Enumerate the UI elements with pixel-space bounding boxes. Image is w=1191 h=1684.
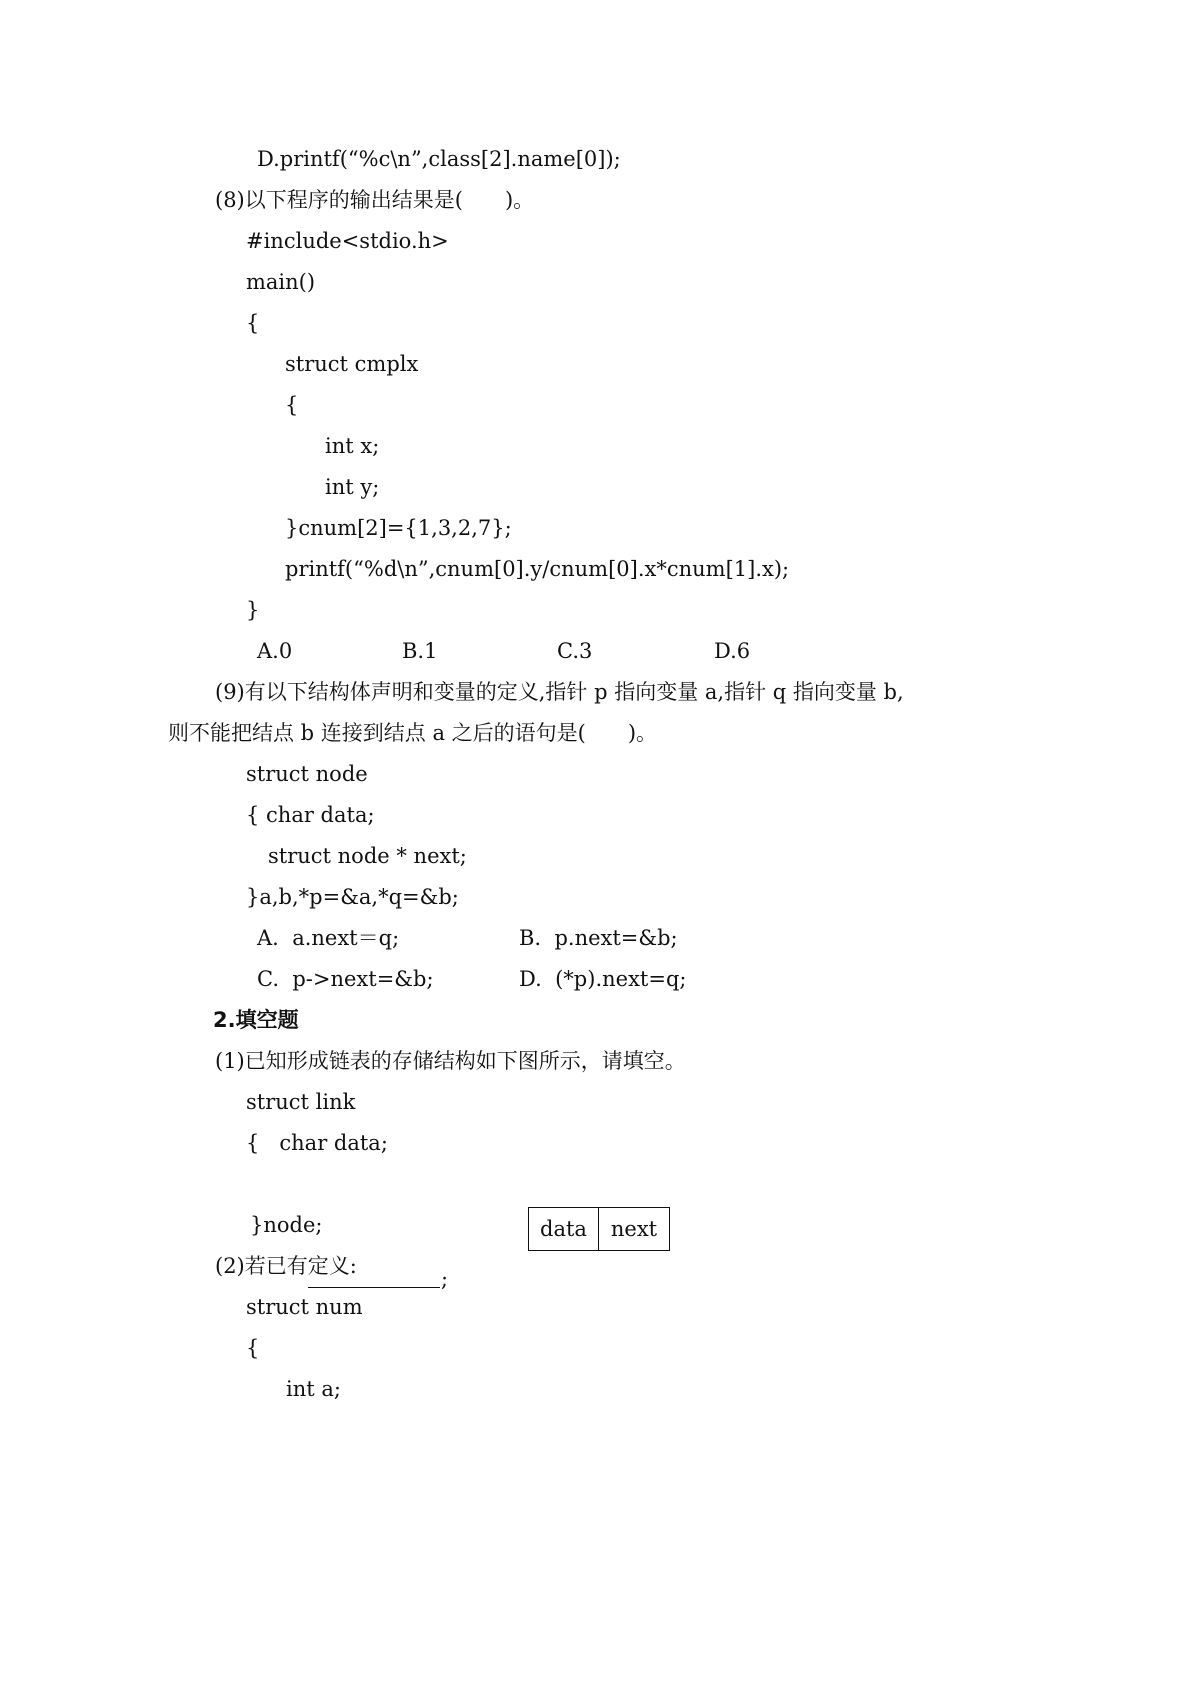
question-9-text-line-2: 则不能把结点 b 连接到结点 a 之后的语句是( )。 <box>168 721 658 745</box>
question-9-text-line-1: (9)有以下结构体声明和变量的定义,指针 p 指向变量 a,指针 q 指向变量 b, <box>215 680 904 704</box>
question-9-option-a: A. a.next＝q; <box>257 926 400 950</box>
question-9-option-d: D. (*p).next=q; <box>519 967 687 991</box>
fill-in-blank[interactable] <box>308 1287 440 1288</box>
code-line: int y; <box>325 475 380 499</box>
node-data-cell: data <box>529 1208 599 1250</box>
code-line: #include<stdio.h> <box>246 229 449 253</box>
code-line: }cnum[2]={1,3,2,7}; <box>285 516 512 540</box>
question-8-option-d: D.6 <box>714 639 751 663</box>
code-line: { char data; <box>246 1131 388 1155</box>
fill-question-1-text: (1)已知形成链表的存储结构如下图所示，请填空。 <box>215 1049 686 1073</box>
question-8-option-c: C.3 <box>557 639 593 663</box>
code-line: struct num <box>246 1295 363 1319</box>
code-line: }node; <box>250 1213 323 1237</box>
linked-list-node-diagram <box>528 1207 670 1251</box>
code-line: struct node <box>246 762 368 786</box>
question-8-text: (8)以下程序的输出结果是( )。 <box>215 188 535 212</box>
option-d-line: D.printf(“%c\n”,class[2].name[0]); <box>257 147 621 171</box>
question-8-option-b: B.1 <box>402 639 438 663</box>
node-next-cell: next <box>610 1217 658 1241</box>
code-line: printf(“%d\n”,cnum[0].y/cnum[0].x*cnum[1].x); <box>285 557 790 581</box>
code-line: { <box>285 393 299 417</box>
code-line: }a,b,*p=&a,*q=&b; <box>246 885 459 909</box>
question-8-option-a: A.0 <box>257 639 293 663</box>
code-line: } <box>246 598 260 622</box>
question-9-option-b: B. p.next=&b; <box>519 926 678 950</box>
code-semicolon: ; <box>441 1267 449 1291</box>
code-line: int x; <box>325 434 380 458</box>
code-line: { <box>246 311 260 335</box>
section-heading-fill-in: 2.填空题 <box>213 1008 299 1032</box>
code-line: { char data; <box>246 803 375 827</box>
question-9-option-c: C. p->next=&b; <box>257 967 434 991</box>
code-line: struct link <box>246 1090 356 1114</box>
code-line: main() <box>246 270 316 294</box>
code-line: struct cmplx <box>285 352 419 376</box>
code-line: int a; <box>286 1377 341 1401</box>
fill-question-2-text: (2)若已有定义: <box>215 1254 357 1278</box>
code-line: { <box>246 1336 260 1360</box>
code-line: struct node * next; <box>268 844 467 868</box>
